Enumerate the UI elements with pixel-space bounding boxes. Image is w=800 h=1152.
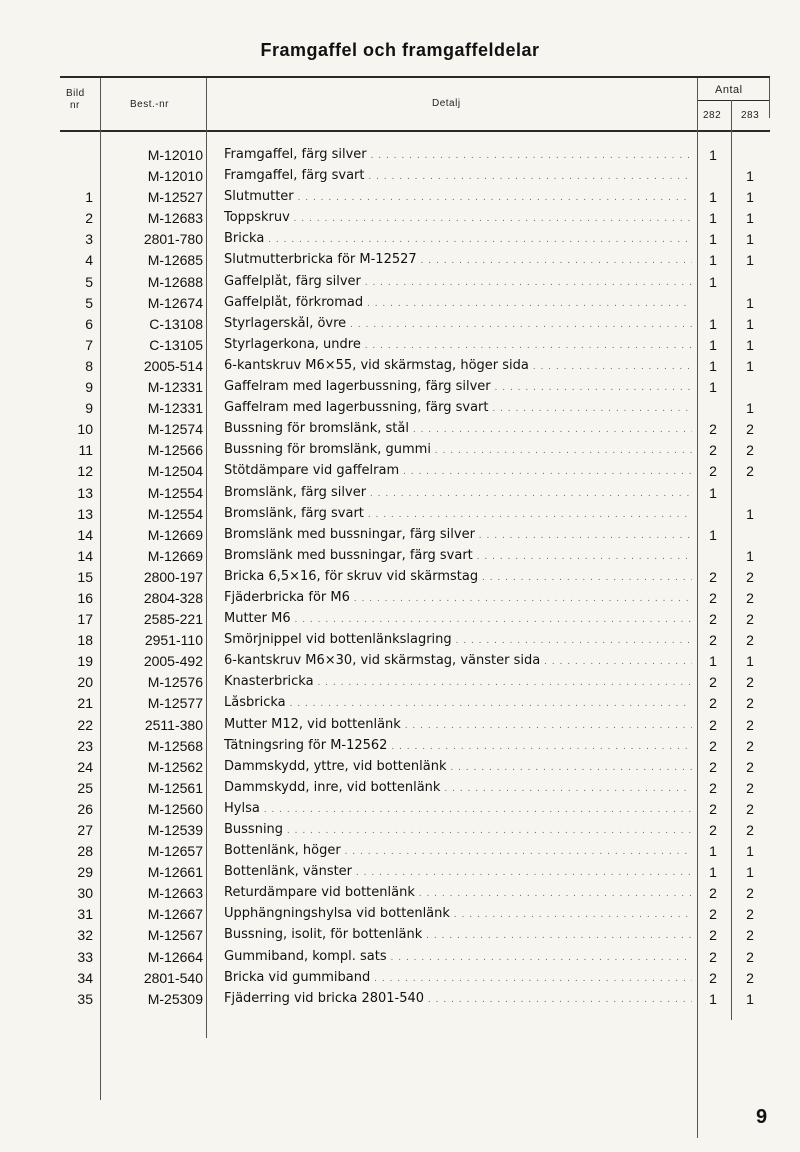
row-part-number: C-13105 [149,336,203,353]
row-detail: 6-kantskruv M6×55, vid skärmstag, höger sida . . . [224,358,692,373]
row-detail: Upphängningshylsa vid bottenlänk . . . [224,906,692,921]
row-bild-number: 35 [77,990,93,1007]
row-bild-number: 3 [85,231,93,248]
row-bild-number: 9 [85,379,93,396]
row-bild-number: 33 [77,948,93,965]
row-bild-number: 13 [77,484,93,501]
row-qty-283: 2 [746,442,754,459]
row-qty-282: 1 [709,252,717,269]
header-283: 283 [741,110,760,121]
row-qty-282: 2 [709,674,717,691]
row-bild-number: 34 [77,969,93,986]
row-part-number: M-12567 [147,927,203,944]
row-part-number: M-12566 [147,442,203,459]
row-bild-number: 9 [85,400,93,417]
row-qty-282: 2 [709,822,717,838]
table-row [0,250,800,271]
row-qty-283: 1 [746,336,754,353]
table-row [0,862,800,883]
table-row [0,947,800,968]
row-detail: Framgaffel, färg svart . . . [224,168,692,183]
row-qty-283: 2 [746,589,754,606]
row-bild-number: 27 [77,822,93,838]
row-qty-283: 2 [746,906,754,923]
table-row [0,968,800,989]
row-qty-282: 2 [709,589,717,606]
row-part-number: M-12683 [147,210,203,227]
table-row [0,651,800,672]
row-detail: Dammskydd, inre, vid bottenlänk . . . [224,780,692,795]
row-part-number: 2801-540 [143,969,203,986]
page-number: 9 [756,1106,768,1128]
row-part-number: 2585-221 [143,611,203,628]
row-part-number: M-12554 [147,505,203,522]
row-part-number: 2801-780 [143,231,203,248]
row-qty-283: 2 [746,568,754,585]
row-qty-282: 2 [709,737,717,754]
antal-divider [697,100,770,101]
row-part-number: M-12663 [147,885,203,902]
row-detail: Styrlagerskål, övre . . . [224,316,692,331]
row-qty-283: 2 [746,421,754,438]
header-282: 282 [703,110,722,121]
row-qty-282: 1 [709,653,717,670]
row-part-number: 2951-110 [144,632,203,649]
row-bild-number: 5 [85,294,93,311]
table-row [0,567,800,588]
row-qty-282: 1 [709,315,717,332]
table-row [0,356,800,377]
table-row [0,166,800,187]
row-bild-number: 18 [77,632,93,649]
table-row [0,609,800,630]
row-qty-282: 2 [709,969,717,986]
row-qty-283: 2 [746,822,754,838]
row-detail: Mutter M6 . . . [224,611,692,626]
row-part-number: 2800-197 [143,568,203,585]
table-row [0,272,800,293]
table-row [0,546,800,567]
row-qty-282: 2 [709,758,717,775]
row-qty-283: 2 [746,695,754,712]
row-part-number: M-12562 [147,758,203,775]
row-qty-282: 1 [709,843,717,860]
row-qty-283: 2 [746,611,754,628]
row-qty-282: 2 [709,800,717,817]
row-bild-number: 10 [77,421,93,438]
row-part-number: M-12568 [147,737,203,754]
table-row [0,757,800,778]
row-bild-number: 22 [77,716,93,733]
table-row [0,145,800,166]
row-qty-283: 2 [746,927,754,944]
row-detail: Stötdämpare vid gaffelram . . . [224,463,692,478]
row-detail: Bussning, isolit, för bottenlänk . . . [224,927,692,942]
header-antal: Antal [715,84,743,96]
row-bild-number: 32 [77,927,93,944]
row-bild-number: 7 [85,336,93,353]
row-qty-282: 2 [709,463,717,480]
row-bild-number: 11 [78,442,93,459]
row-qty-282: 1 [709,379,717,396]
table-row [0,335,800,356]
row-detail: Bussning för bromslänk, gummi . . . [224,442,692,457]
row-detail: Bricka . . . [224,231,692,246]
row-part-number: M-12539 [147,822,203,838]
row-qty-283: 1 [746,231,754,248]
table-row [0,989,800,1010]
table-row [0,778,800,799]
row-qty-283: 1 [746,210,754,227]
row-bild-number: 17 [77,611,93,628]
row-bild-number: 12 [77,463,93,480]
row-bild-number: 2 [85,210,93,227]
table-row [0,841,800,862]
table-row [0,461,800,482]
row-qty-283: 1 [746,864,754,881]
row-detail: Slutmutter . . . [224,189,692,204]
row-detail: Tätningsring för M-12562 . . . [224,738,692,753]
table-row [0,208,800,229]
row-qty-282: 2 [709,568,717,585]
parts-table-body [0,145,800,1010]
table-row [0,588,800,609]
row-qty-283: 1 [746,189,754,206]
table-row [0,883,800,904]
row-qty-282: 1 [709,864,717,881]
row-part-number: 2511-380 [144,716,203,733]
row-qty-283: 1 [746,990,754,1007]
row-part-number: M-12010 [147,168,203,185]
table-row [0,736,800,757]
row-qty-283: 2 [746,463,754,480]
row-part-number: C-13108 [149,315,203,332]
table-row [0,293,800,314]
table-row [0,419,800,440]
row-detail: Bromslänk med bussningar, färg silver . . . [224,527,692,542]
row-bild-number: 31 [77,906,93,923]
row-part-number: M-12577 [147,695,203,712]
table-row [0,504,800,525]
row-detail: Bussning . . . [224,822,692,837]
row-qty-283: 1 [746,315,754,332]
table-row [0,799,800,820]
row-qty-283: 2 [746,674,754,691]
table-row [0,187,800,208]
row-qty-283: 1 [746,843,754,860]
row-qty-282: 2 [709,885,717,902]
row-part-number: M-12527 [147,189,203,206]
row-bild-number: 24 [77,758,93,775]
row-detail: Gaffelplåt, förkromad . . . [224,295,692,310]
row-part-number: M-12560 [147,800,203,817]
row-bild-number: 8 [85,357,93,374]
row-part-number: M-12657 [147,843,203,860]
row-part-number: 2804-328 [143,589,203,606]
row-qty-282: 2 [709,906,717,923]
header-best-nr: Best.-nr [130,99,170,110]
table-row [0,440,800,461]
row-qty-282: 2 [709,442,717,459]
row-qty-283: 2 [746,800,754,817]
table-row [0,525,800,546]
row-qty-282: 1 [709,189,717,206]
row-qty-282: 1 [709,147,717,163]
table-row [0,398,800,419]
row-part-number: M-12576 [147,674,203,691]
row-qty-282: 1 [709,210,717,227]
row-detail: Slutmutterbricka för M-12527 . . . [224,252,692,267]
table-row [0,715,800,736]
row-qty-282: 2 [709,632,717,649]
row-part-number: 2005-514 [143,357,203,374]
row-part-number: M-12554 [147,484,203,501]
row-qty-283: 1 [746,547,754,564]
row-bild-number: 13 [77,505,93,522]
row-detail: Bricka 6,5×16, för skruv vid skärmstag . . . [224,569,692,584]
row-part-number: M-12669 [147,526,203,543]
row-bild-number: 15 [77,568,93,585]
table-right-rule [769,78,770,118]
table-row [0,630,800,651]
row-qty-282: 1 [709,357,717,374]
row-bild-number: 20 [77,674,93,691]
row-qty-282: 1 [709,273,717,290]
table-row [0,925,800,946]
row-detail: Dammskydd, yttre, vid bottenlänk . . . [224,759,692,774]
row-detail: Framgaffel, färg silver . . . [224,147,692,162]
row-detail: Bottenlänk, vänster . . . [224,864,692,879]
table-row [0,377,800,398]
row-qty-283: 1 [746,653,754,670]
row-bild-number: 25 [77,779,93,796]
row-part-number: M-12010 [147,147,203,163]
row-detail: Fjäderbricka för M6 . . . [224,590,692,605]
row-bild-number: 4 [85,252,93,269]
table-row [0,820,800,841]
table-header-rule [60,130,770,132]
row-qty-282: 1 [709,336,717,353]
row-qty-283: 2 [746,632,754,649]
row-part-number: M-12669 [147,547,203,564]
table-row [0,693,800,714]
row-part-number: M-25309 [147,990,203,1007]
row-qty-282: 1 [709,484,717,501]
row-qty-283: 1 [746,400,754,417]
row-qty-282: 2 [709,695,717,712]
row-qty-282: 1 [709,526,717,543]
table-row [0,483,800,504]
table-row [0,672,800,693]
row-detail: 6-kantskruv M6×30, vid skärmstag, vänster sida . . . [224,653,692,668]
row-bild-number: 1 [85,189,93,206]
row-qty-283: 2 [746,716,754,733]
row-part-number: 2005-492 [143,653,203,670]
row-detail: Låsbricka . . . [224,695,692,710]
row-qty-283: 2 [746,969,754,986]
row-bild-number: 28 [77,843,93,860]
header-bild: Bild [66,88,85,99]
row-bild-number: 6 [85,315,93,332]
table-row [0,314,800,335]
row-detail: Bottenlänk, höger . . . [224,843,692,858]
row-detail: Returdämpare vid bottenlänk . . . [224,885,692,900]
row-detail: Hylsa . . . [224,801,692,816]
row-part-number: M-12667 [147,906,203,923]
row-detail: Gummiband, kompl. sats . . . [224,949,692,964]
row-qty-283: 1 [746,168,754,185]
row-detail: Bromslänk, färg svart . . . [224,506,692,521]
row-qty-283: 2 [746,758,754,775]
row-part-number: M-12661 [147,864,203,881]
row-detail: Bromslänk med bussningar, färg svart . . . [224,548,692,563]
row-qty-283: 2 [746,737,754,754]
header-nr: nr [70,100,80,111]
row-part-number: M-12574 [147,421,203,438]
table-row [0,904,800,925]
row-qty-283: 1 [746,505,754,522]
row-detail: Smörjnippel vid bottenlänkslagring . . . [224,632,692,647]
header-detalj: Detalj [432,98,461,109]
row-detail: Gaffelplåt, färg silver . . . [224,274,692,289]
row-part-number: M-12664 [147,948,203,965]
row-bild-number: 14 [77,547,93,564]
row-qty-282: 2 [709,779,717,796]
row-qty-283: 1 [746,357,754,374]
row-detail: Toppskruv . . . [224,210,692,225]
row-detail: Knasterbricka . . . [224,674,692,689]
row-detail: Bromslänk, färg silver . . . [224,485,692,500]
row-part-number: M-12504 [147,463,203,480]
row-qty-283: 2 [746,885,754,902]
row-bild-number: 16 [77,589,93,606]
row-qty-283: 2 [746,779,754,796]
table-row [0,229,800,250]
row-qty-282: 2 [709,716,717,733]
row-detail: Gaffelram med lagerbussning, färg svart . . . [224,400,692,415]
row-detail: Fjäderring vid bricka 2801-540 . . . [224,991,692,1006]
table-top-rule [60,76,770,78]
row-detail: Styrlagerkona, undre . . . [224,337,692,352]
row-bild-number: 5 [85,273,93,290]
row-detail: Mutter M12, vid bottenlänk . . . [224,717,692,732]
row-part-number: M-12331 [147,379,203,396]
row-detail: Bricka vid gummiband . . . [224,970,692,985]
row-detail: Gaffelram med lagerbussning, färg silver . . . [224,379,692,394]
row-bild-number: 29 [77,864,93,881]
page-title: Framgaffel och framgaffeldelar [260,40,540,60]
row-bild-number: 14 [77,526,93,543]
row-qty-282: 1 [709,231,717,248]
row-part-number: M-12561 [147,779,203,796]
row-detail: Bussning för bromslänk, stål . . . [224,421,692,436]
row-qty-283: 1 [746,252,754,269]
row-bild-number: 19 [77,653,93,670]
row-bild-number: 30 [77,885,93,902]
row-qty-282: 2 [709,927,717,944]
row-bild-number: 23 [77,737,93,754]
row-qty-282: 1 [709,990,717,1007]
row-bild-number: 21 [77,695,93,712]
row-qty-282: 2 [709,611,717,628]
row-qty-282: 2 [709,948,717,965]
row-part-number: M-12674 [147,294,203,311]
row-qty-282: 2 [709,421,717,438]
row-qty-283: 1 [746,294,754,311]
row-part-number: M-12688 [147,273,203,290]
row-part-number: M-12331 [147,400,203,417]
row-part-number: M-12685 [147,252,203,269]
row-qty-283: 2 [746,948,754,965]
row-bild-number: 26 [77,800,93,817]
